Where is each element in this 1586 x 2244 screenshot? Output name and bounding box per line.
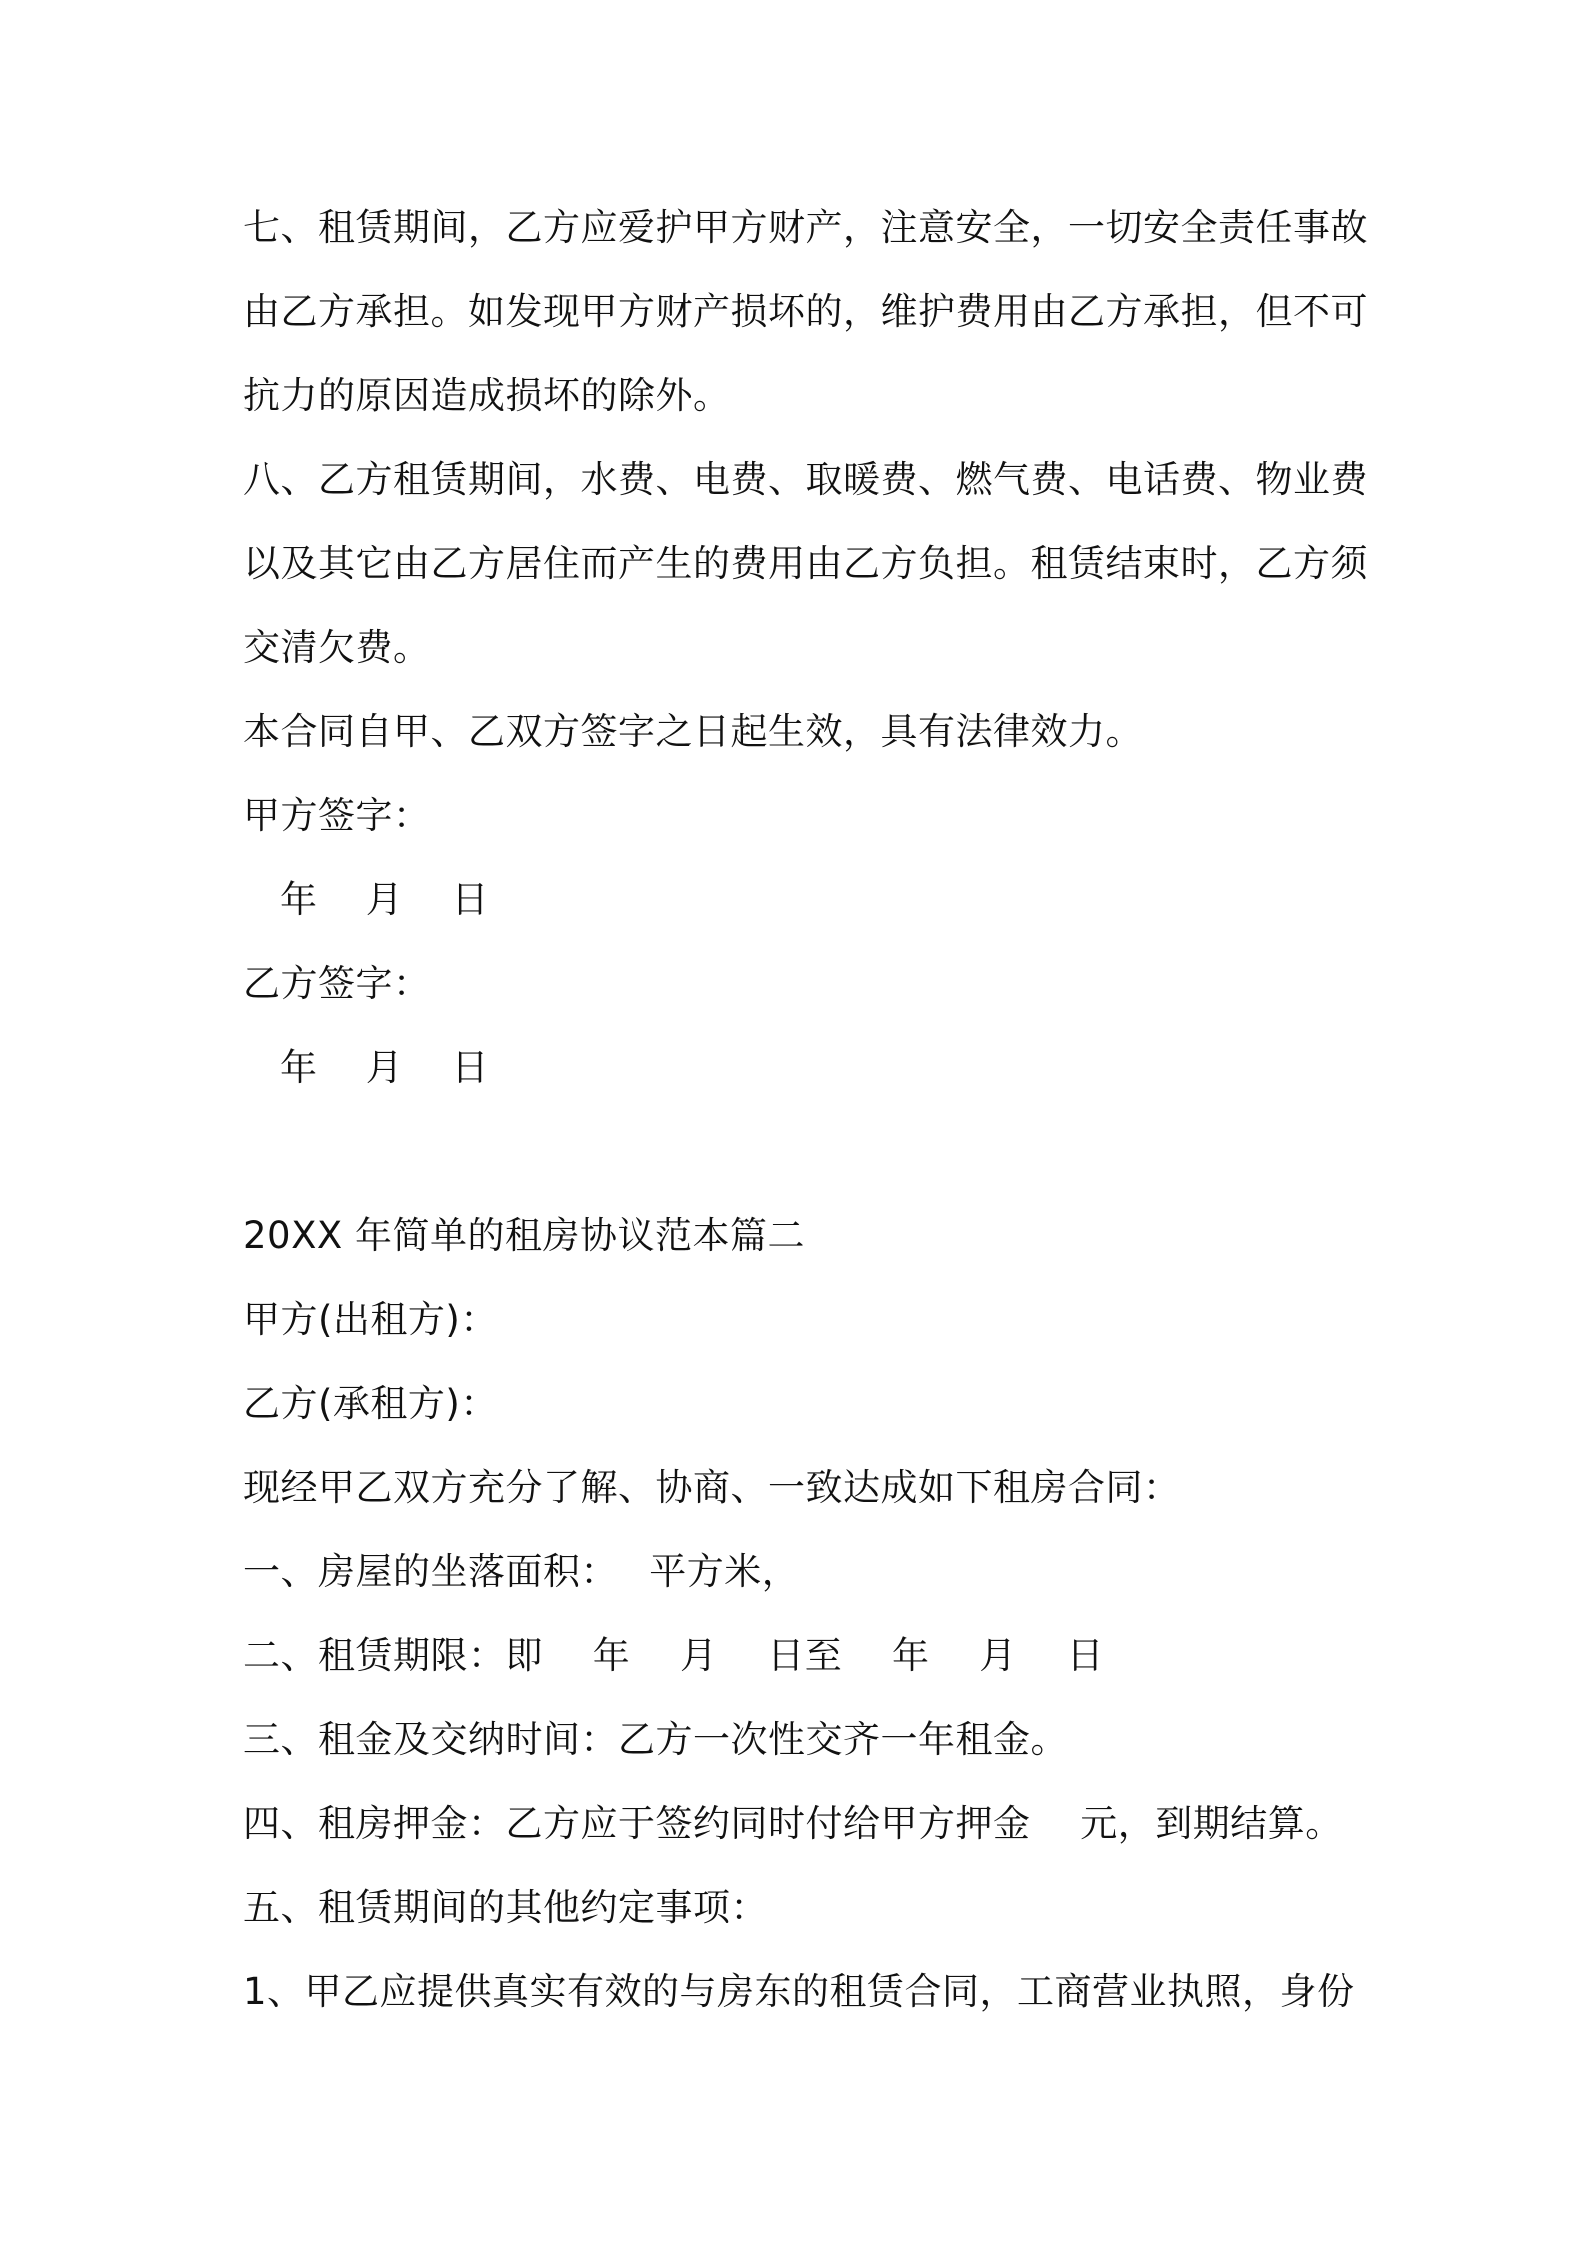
clause-7-line-3: 抗力的原因造成损坏的除外。 <box>243 374 731 417</box>
party-a-date-line: 年 月 日 <box>280 878 489 921</box>
clause-8-line-3: 交清欠费。 <box>243 626 431 669</box>
party-b-date-line: 年 月 日 <box>280 1046 489 1089</box>
clause-7-line-1: 七、租赁期间，乙方应爱护甲方财产，注意安全，一切安全责任事故 <box>243 206 1368 249</box>
sub-clause-1: 1、甲乙应提供真实有效的与房东的租赁合同，工商营业执照，身份 <box>243 1970 1355 2013</box>
clause-8-line-2: 以及其它由乙方居住而产生的费用由乙方负担。租赁结束时，乙方须 <box>243 542 1368 585</box>
clause-3-rent: 三、租金及交纳时间：乙方一次性交齐一年租金。 <box>243 1718 1068 1761</box>
party-b-lessee-label: 乙方(承租方)： <box>243 1382 498 1425</box>
clause-1-area: 一、房屋的坐落面积： 平方米， <box>243 1550 800 1593</box>
clause-7-line-2: 由乙方承担。如发现甲方财产损坏的，维护费用由乙方承担，但不可 <box>243 290 1368 333</box>
section-title: 20XX 年简单的租房协议范本篇二 <box>243 1214 806 1257</box>
party-a-lessor-label: 甲方(出租方)： <box>243 1298 498 1341</box>
clause-8-line-1: 八、乙方租赁期间，水费、电费、取暖费、燃气费、电话费、物业费 <box>243 458 1368 501</box>
party-b-signature-label: 乙方签字： <box>243 962 431 1005</box>
clause-2-term: 二、租赁期限：即 年 月 日至 年 月 日 <box>243 1634 1105 1677</box>
clause-5-other-terms: 五、租赁期间的其他约定事项： <box>243 1886 768 1929</box>
clause-4-deposit: 四、租房押金：乙方应于签约同时付给甲方押金 元，到期结算。 <box>243 1802 1343 1845</box>
party-a-signature-label: 甲方签字： <box>243 794 431 837</box>
effectiveness-statement: 本合同自甲、乙双方签字之日起生效，具有法律效力。 <box>243 710 1143 753</box>
agreement-preamble: 现经甲乙双方充分了解、协商、一致达成如下租房合同： <box>243 1466 1181 1509</box>
